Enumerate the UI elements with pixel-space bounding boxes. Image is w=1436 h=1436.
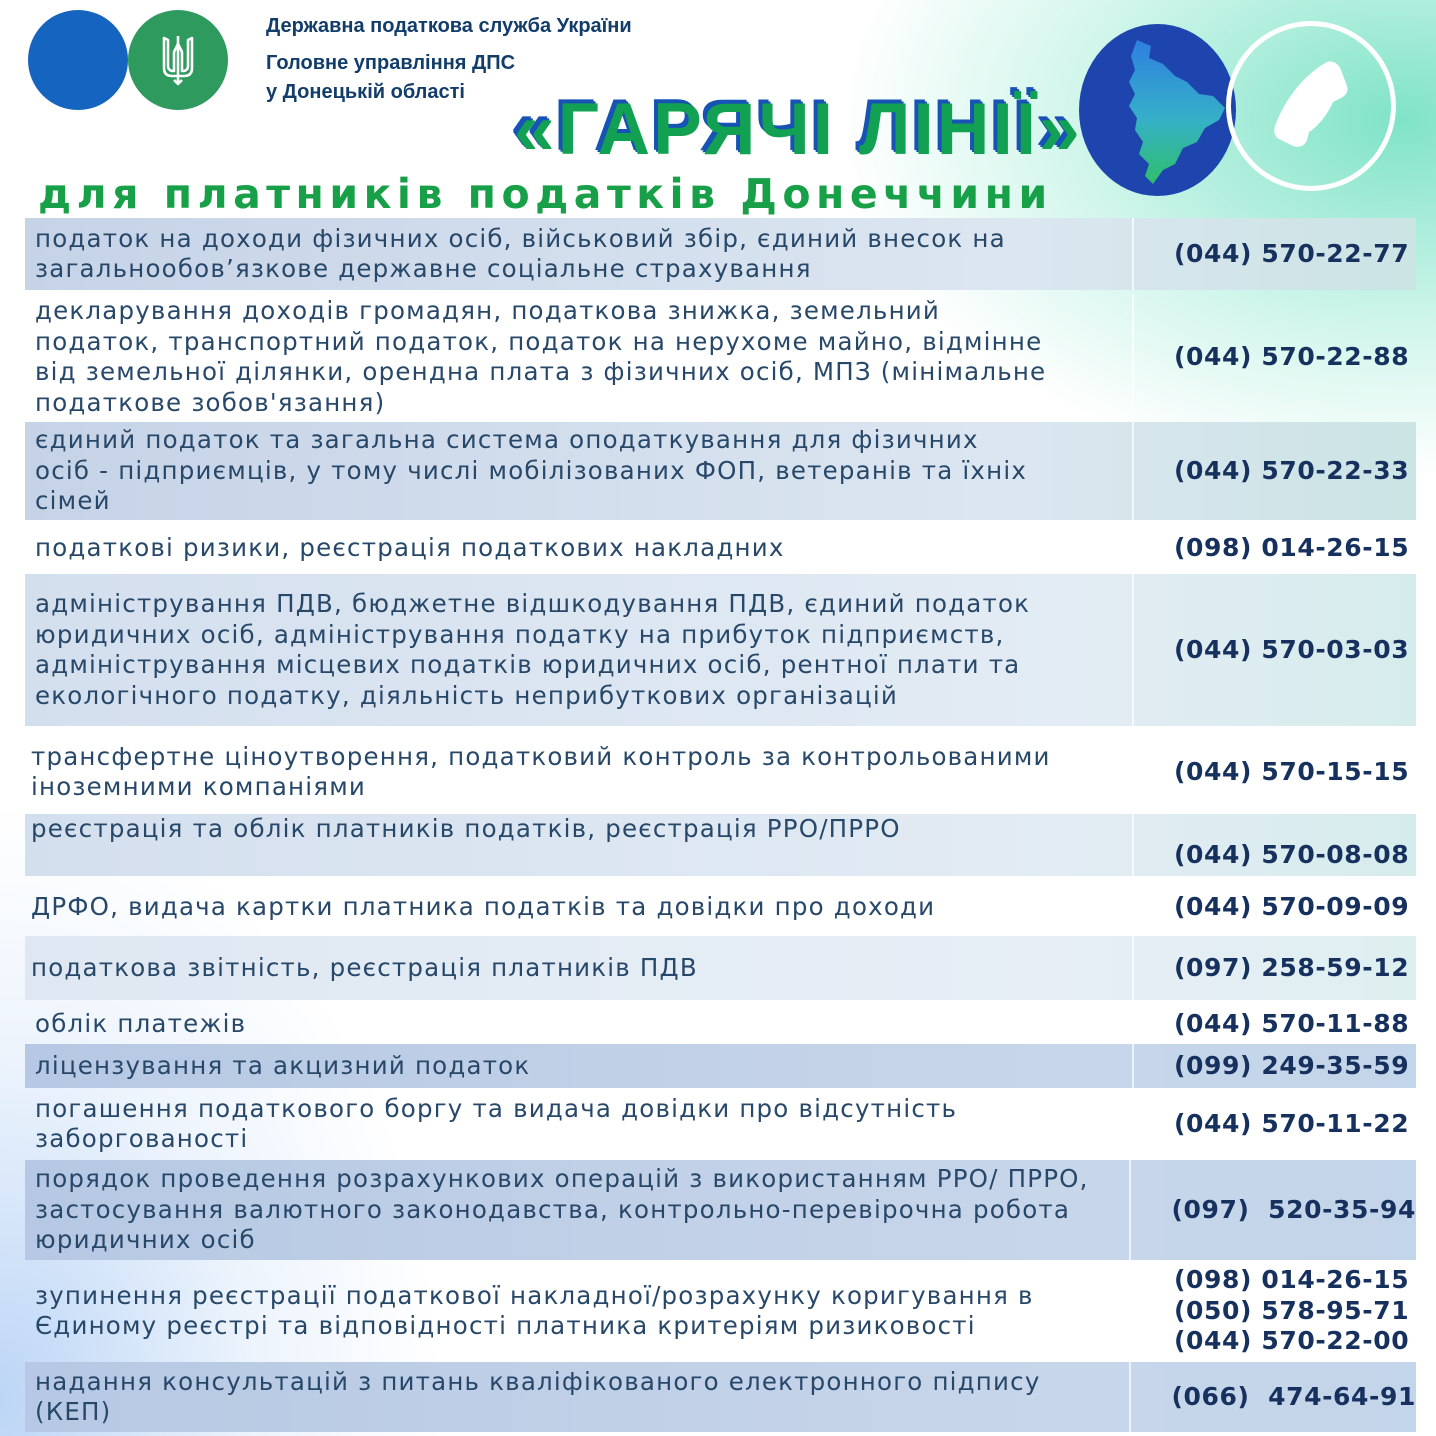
hotline-topic: трансфертне ціноутворення, податковий контроль за контрольованими іноземними компаніями [31,741,1051,801]
dps-logo-green-circle [128,10,228,110]
hotline-topic: податкова звітність, реєстрація платників ПДВ [31,952,698,982]
hotline-phone[interactable]: (044) 570-08-08 [1132,814,1416,876]
hotline-phone[interactable]: (044) 570-22-88 [1132,294,1416,420]
table-row [25,1044,1416,1088]
table-row [25,734,1416,810]
agency-department: Головне управління ДПС [266,52,516,74]
hotline-topic: реєстрація та облік платників податків, реєстрація РРО/ПРРО [31,814,901,843]
hotline-phone[interactable]: (044) 570-22-33 [1132,422,1416,520]
agency-region: у Донецькій області [266,81,465,103]
table-row [25,524,1416,572]
phone-circle [1226,21,1396,191]
region-map-icon [1079,24,1236,196]
page-title: «ГАРЯЧІ ЛІНІЇ» [514,89,1083,170]
hotline-topic: ДРФО, видача картки платника податків та довідки про доходи [31,891,936,921]
table-row [25,1264,1416,1358]
hotline-phone[interactable]: (044) 570-11-22 [1132,1090,1416,1158]
hotline-topic: погашення податкового боргу та видача довідки про відсутність заборгованості [35,1093,958,1153]
hotline-topic: ліцензування та акцизний податок [35,1050,531,1080]
hotline-phone[interactable]: (097) 520-35-94 [1129,1160,1416,1260]
hotline-topic: зупинення реєстрації податкової накладної/розрахунку коригування в Єдиному реєстрі та відповідності платника критеріям ризиковості [35,1280,1034,1340]
hotline-topic: порядок проведення розрахункових операцій з використанням РРО/ ПРРО, застосування валютного законодавства, контрольно-перевірочна робота юридичних осіб [35,1164,1089,1255]
hotline-phone[interactable]: (066) 474-64-91 [1129,1362,1416,1432]
hotline-phone[interactable]: (044) 570-15-15 [1132,734,1416,810]
hotline-topic: податок на доходи фізичних осіб, військовий збір, єдиний внесок на загальнообов’язкове державне соціальне страхування [35,223,1006,283]
table-row [25,936,1416,1000]
hotline-phone[interactable]: (044) 570-03-03 [1132,574,1416,726]
hotline-topic: надання консультацій з питань кваліфікованого електронного підпису (КЕП) [35,1366,1041,1426]
table-row [25,218,1416,290]
hotline-topic: єдиний податок та загальна система оподаткування для фізичних осіб - підприємців, у тому числі мобілізованих ФОП, ветеранів та їхніх сімей [35,425,1028,516]
hotline-phone[interactable]: (098) 014-26-15 [1132,524,1416,572]
table-row [25,422,1416,520]
hotline-phone-group[interactable]: (098) 014-26-15 (050) 578-95-71 (044) 570-22-00 [1132,1264,1416,1358]
table-row [25,814,1416,876]
table-row [25,574,1416,726]
hotline-phone[interactable]: (044) 570-22-77 [1132,218,1416,290]
hotline-phone[interactable]: (044) 570-11-88 [1132,1004,1416,1044]
hotline-topic: декларування доходів громадян, податкова знижка, земельний податок, транспортний податок, податок на нерухоме майно, відмінне від земельної ділянки, орендна плата з фізичних осіб, МПЗ (мінімальне податкове зобов'язання) [35,296,1047,417]
table-row [25,1160,1416,1260]
hotline-phone[interactable]: (097) 258-59-12 [1132,936,1416,1000]
table-row [25,1004,1416,1044]
hotline-topic: податкові ризики, реєстрація податкових накладних [35,532,785,562]
table-row [25,1090,1416,1158]
dps-logo-blue-circle [28,10,128,110]
page-subtitle: для платників податків Донеччини [38,170,1053,218]
region-map-badge [1079,24,1236,196]
agency-name: Державна податкова служба України [266,15,632,37]
hotline-phone[interactable]: (044) 570-09-09 [1132,880,1416,934]
phone-handset-icon [1267,56,1355,156]
table-row [25,880,1416,934]
trident-icon [161,34,195,86]
hotline-topic: облік платежів [35,1008,247,1038]
table-row [25,294,1416,420]
hotline-topic: адміністрування ПДВ, бюджетне відшкодування ПДВ, єдиний податок юридичних осіб, адміністрування податку на прибуток підприємств, адміністрування місцевих податків юридичних осіб, рентної плати та екологічного податку, діяльність неприбуткових організацій [35,589,1031,710]
hotline-phone[interactable]: (099) 249-35-59 [1132,1044,1416,1088]
table-row [25,1362,1416,1432]
